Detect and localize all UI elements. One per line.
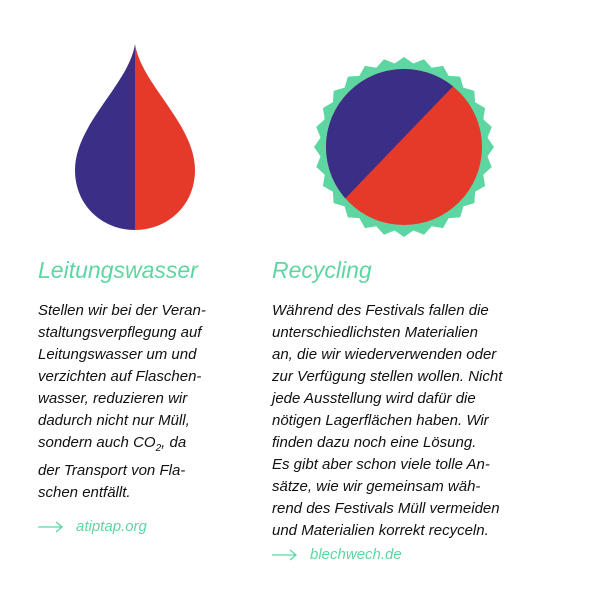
- text-line: zur Verfügung stellen wollen. Nicht: [272, 368, 503, 385]
- co2-prefix: sondern auch CO: [38, 434, 156, 451]
- text-line: staltungsverpflegung auf: [38, 324, 202, 341]
- text-line: verzichten auf Flaschen-: [38, 368, 202, 385]
- text-line: unterschiedlichsten Materialien: [272, 324, 478, 341]
- text-line: jede Ausstellung wird dafür die: [272, 390, 476, 407]
- bottle-cap-icon: [313, 56, 495, 238]
- text-line: sätze, wie wir gemeinsam wäh-: [272, 478, 481, 495]
- text-line-co2: [38, 432, 206, 460]
- text-line: Während des Festivals fallen die: [272, 302, 489, 319]
- water-drop-icon: [75, 44, 195, 230]
- recycling-text: [272, 300, 502, 542]
- text-line: finden dazu noch eine Lösung.: [272, 434, 477, 451]
- text-line: Leitungswasser um und: [38, 346, 197, 363]
- text-line: Stellen wir bei der Veran-: [38, 302, 206, 319]
- text-line: schen entfällt.: [38, 484, 131, 501]
- arrow-right-icon: [38, 521, 64, 533]
- co2-suffix: , da: [161, 434, 187, 451]
- text-line: dadurch nicht nur Müll,: [38, 412, 190, 429]
- blechwech-link-label: blechwech.de: [310, 546, 402, 563]
- atiptap-link-label: atiptap.org: [76, 518, 147, 535]
- text-line: rend des Festivals Müll vermeiden: [272, 500, 500, 517]
- atiptap-link[interactable]: [38, 518, 147, 535]
- text-line: nötigen Lagerflächen haben. Wir: [272, 412, 489, 429]
- blechwech-link[interactable]: [272, 546, 402, 563]
- text-line: wasser, reduzieren wir: [38, 390, 188, 407]
- leitungswasser-text: [38, 300, 206, 504]
- text-line: und Materialien korrekt recyceln.: [272, 522, 489, 539]
- arrow-right-icon: [272, 549, 298, 561]
- recycling-title: Recycling: [272, 257, 372, 283]
- text-line: Es gibt aber schon viele tolle An-: [272, 456, 490, 473]
- text-line: an, die wir wiederverwenden oder: [272, 346, 497, 363]
- co2-subscript: 2: [155, 443, 162, 454]
- text-line: der Transport von Fla-: [38, 462, 186, 479]
- leitungswasser-title: Leitungswasser: [38, 257, 198, 283]
